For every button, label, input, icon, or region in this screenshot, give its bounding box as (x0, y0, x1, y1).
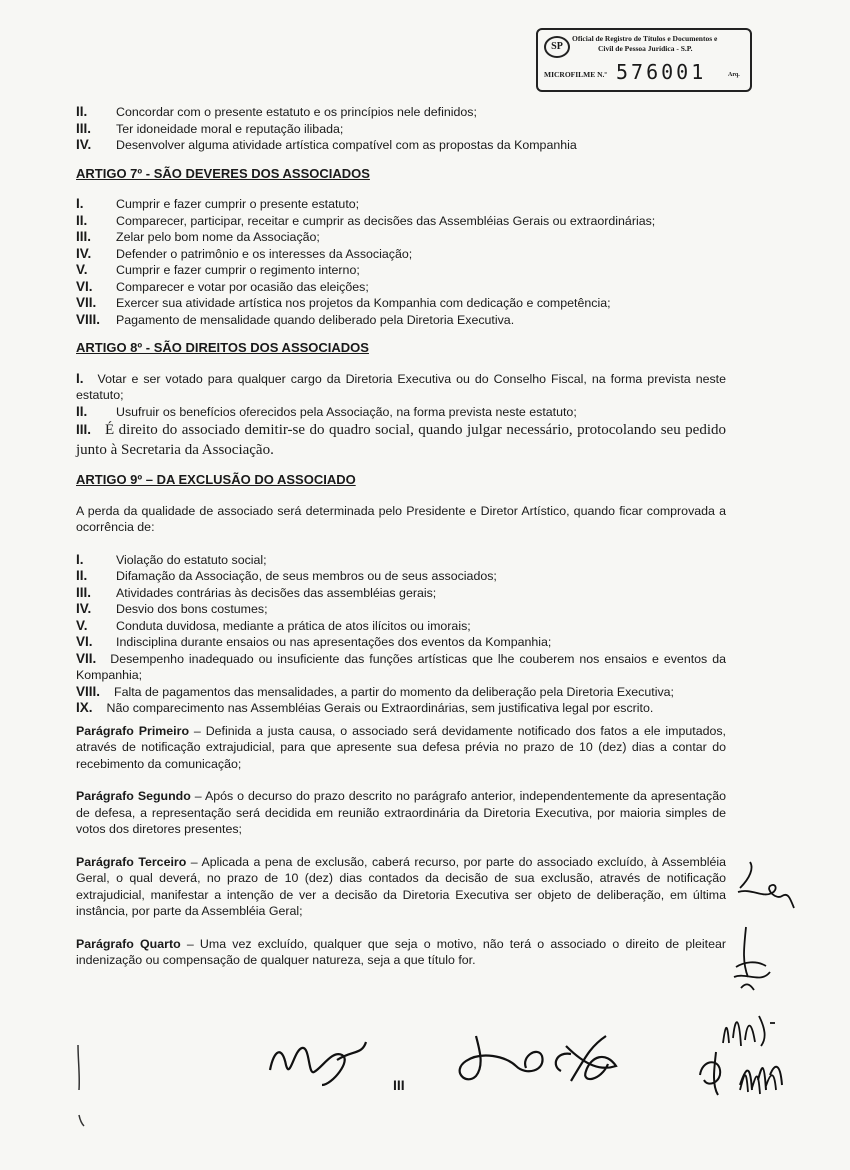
list-item: VI. Comparecer e votar por ocasião das eleições; (76, 278, 369, 294)
page-number: III (393, 1077, 405, 1093)
article-7-heading: ARTIGO 7º - SÃO DEVERES DOS ASSOCIADOS (76, 165, 370, 181)
list-item: IV. Defender o patrimônio e os interesses da Associação; (76, 245, 413, 261)
list-item: IV. Desvio dos bons costumes; (76, 601, 268, 616)
list-item: III. É direito do associado demitir-se do quadro social, quando julgar necessário, protocolando seu pedido junto à Secretaria da Associação. (76, 422, 726, 458)
signature-2 (446, 1026, 556, 1086)
margin-mark (70, 1040, 90, 1130)
intro-list (76, 104, 726, 154)
list-item: VII. Exercer sua atividade artística nos projetos da Kompanhia com dedicação e competência; (76, 295, 611, 310)
microfilm-number: 576001 (616, 60, 707, 84)
signature-1 (262, 1030, 372, 1090)
list-item: VII. Desempenho inadequado ou insuficiente das funções artísticas que lhe couberem nos ensaios e eventos da Kompanhia; (76, 650, 726, 682)
list-item: VI. Indisciplina durante ensaios ou nas apresentações dos eventos da Kompanhia; (76, 634, 552, 649)
list-item: IV. Desenvolver alguma atividade artística compatível com as propostas da Kompanhia (76, 137, 577, 152)
paragraph-third: Parágrafo Terceiro – Aplicada a pena de exclusão, caberá recurso, por parte do associado excluído, à Assembléia Geral, o qual deverá, no prazo de 10 (dez) dias contados da decisão de sua exclusão, através de notificação extrajudicial, manifestar a intenção de ver a decisão da Diretoria Executiva ser objeto de deliberação, em última instância, por parte da Assembléia Geral; (76, 854, 727, 918)
article-8-list (76, 371, 726, 461)
paragraph-fourth: Parágrafo Quarto – Uma vez excluído, qualquer que seja o motivo, não terá o associado o direito de pleitear indenização ou compensação de qualquer natureza, seja a que título for. (76, 936, 726, 967)
list-item: III. Ter idoneidade moral e reputação ilibada; (76, 120, 344, 136)
article-9-heading: ARTIGO 9º – DA EXCLUSÃO DO ASSOCIADO (76, 472, 356, 487)
list-item: VIII. Pagamento de mensalidade quando deliberado pela Diretoria Executiva. (76, 311, 515, 327)
article-9-list (76, 552, 726, 717)
list-item: VIII. Falta de pagamentos das mensalidades, a partir do momento da deliberação pela Diretoria Executiva; (76, 683, 674, 699)
list-item: I. Cumprir e fazer cumprir o presente estatuto; (76, 196, 360, 211)
list-item: I. Votar e ser votado para qualquer cargo da Diretoria Executiva ou do Conselho Fiscal, na forma prevista neste estatuto; (76, 370, 726, 402)
initials-2 (726, 922, 781, 992)
list-item: I. Violação do estatuto social; (76, 551, 267, 567)
paragraph-first: Parágrafo Primeiro – Definida a justa causa, o associado será devidamente notificado dos fatos a ele imputados, através de notificação extrajudicial, para que apresente sua defesa prévia no prazo de 10 (dez) dias a contar do recebimento da comunicação; (76, 723, 726, 771)
stamp-line-1: Oficial de Registro de Títulos e Documentos e (572, 34, 718, 43)
list-item: III. Atividades contrárias às decisões das assembléias gerais; (76, 584, 437, 600)
stamp-line-2: Civil de Pessoa Jurídica - S.P. (598, 44, 693, 53)
list-item: II. Comparecer, participar, receitar e cumprir as decisões das Assembléias Gerais ou extraordinárias; (76, 212, 656, 228)
registry-stamp (536, 28, 752, 92)
list-item: II. Concordar com o presente estatuto e os princípios nele definidos; (76, 104, 477, 119)
initials-4 (730, 1050, 790, 1100)
list-item: IX. Não comparecimento nas Assembléias Gerais ou Extraordinárias, sem justificativa legal por escrito. (76, 700, 654, 715)
list-item: II. Difamação da Associação, de seus membros ou de seus associados; (76, 568, 497, 583)
registry-logo-icon: SP (544, 36, 570, 58)
list-item: II. Usufruir os benefícios oferecidos pela Associação, na forma prevista neste estatuto; (76, 403, 577, 419)
signature-3 (546, 1026, 626, 1091)
article-9-intro: A perda da qualidade de associado será determinada pelo Presidente e Diretor Artístico, quando ficar comprovada a ocorrência de: (76, 503, 726, 534)
list-item: V. Cumprir e fazer cumprir o regimento interno; (76, 262, 360, 277)
microfilm-label: MICROFILME N.º (544, 70, 607, 79)
initials-3 (715, 998, 785, 1053)
paragraph-second: Parágrafo Segundo – Após o decurso do prazo descrito no parágrafo anterior, independentemente da apresentação de defesa, a representação será decidida em reunião extraordinária da Diretoria Executiva, por maioria simples de votos dos diretores presentes; (76, 789, 726, 836)
document-body (76, 104, 726, 985)
article-8-heading: ARTIGO 8º - SÃO DIREITOS DOS ASSOCIADOS (76, 340, 369, 355)
stamp-caption: Arq. (728, 72, 740, 78)
initials-1 (732, 858, 797, 918)
list-item: III. Zelar pelo bom nome da Associação; (76, 229, 320, 244)
article-7-list (76, 196, 726, 328)
list-item: V. Conduta duvidosa, mediante a prática de atos ilícitos ou imorais; (76, 617, 471, 633)
